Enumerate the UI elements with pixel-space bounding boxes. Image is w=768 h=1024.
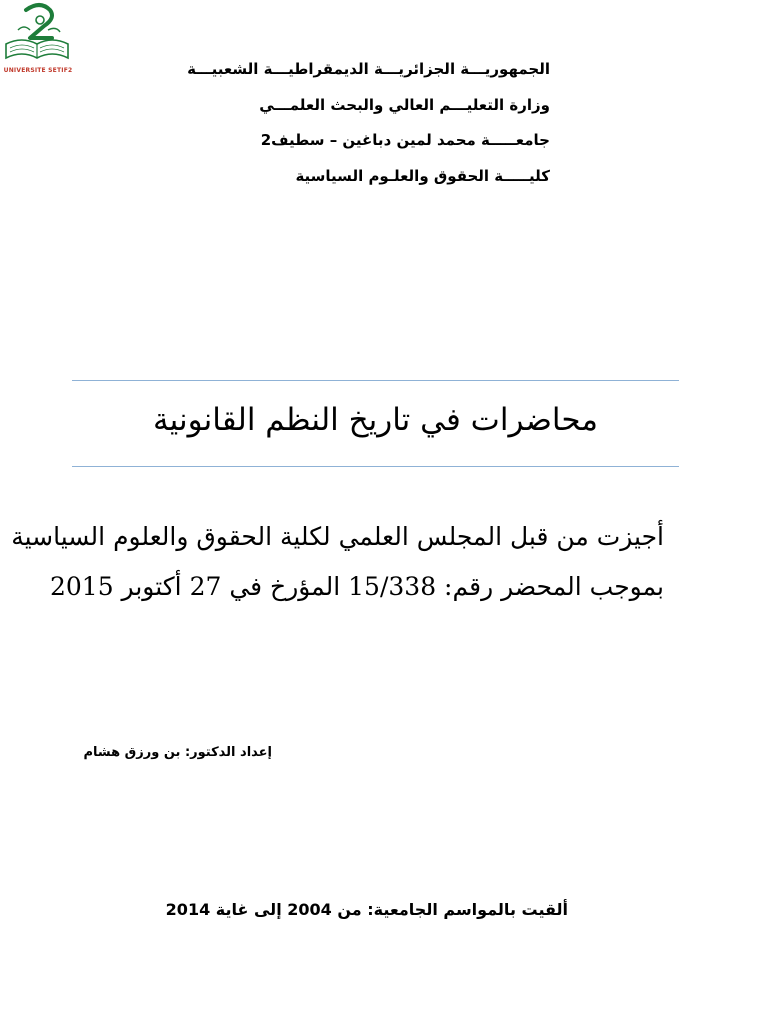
university-setif-logo-icon xyxy=(0,0,74,70)
university-logo xyxy=(0,0,74,80)
republic-name: الجمهوريـــة الجزائريـــة الديمقراطيـــة الشعبيـــة xyxy=(187,60,550,78)
document-title: محاضرات في تاريخ النظم القانونية xyxy=(153,402,598,438)
author-line: إعداد الدكتور: بن ورزق هشام xyxy=(83,745,272,760)
ministry-name: وزارة التعليـــم العالي والبحث العلمـــي xyxy=(259,96,550,114)
approval-line-2: بموجب المحضر رقم: 15/338 المؤرخ في 27 أكتوبر 2015 xyxy=(49,572,664,601)
academic-seasons: ألقيت بالمواسم الجامعية: من 2004 إلى غاية 2014 xyxy=(165,900,568,919)
title-bottom-rule xyxy=(72,466,679,467)
approval-line-1: أجيزت من قبل المجلس العلمي لكلية الحقوق والعلوم السياسية xyxy=(11,522,664,551)
title-top-rule xyxy=(72,380,679,381)
faculty-name: كليـــــة الحقوق والعلـوم السياسية xyxy=(295,167,550,185)
logo-caption: UNIVERSITE SETIF2 xyxy=(3,67,73,74)
university-name: جامعـــــة محمد لمين دباغين – سطيف2 xyxy=(260,131,550,149)
